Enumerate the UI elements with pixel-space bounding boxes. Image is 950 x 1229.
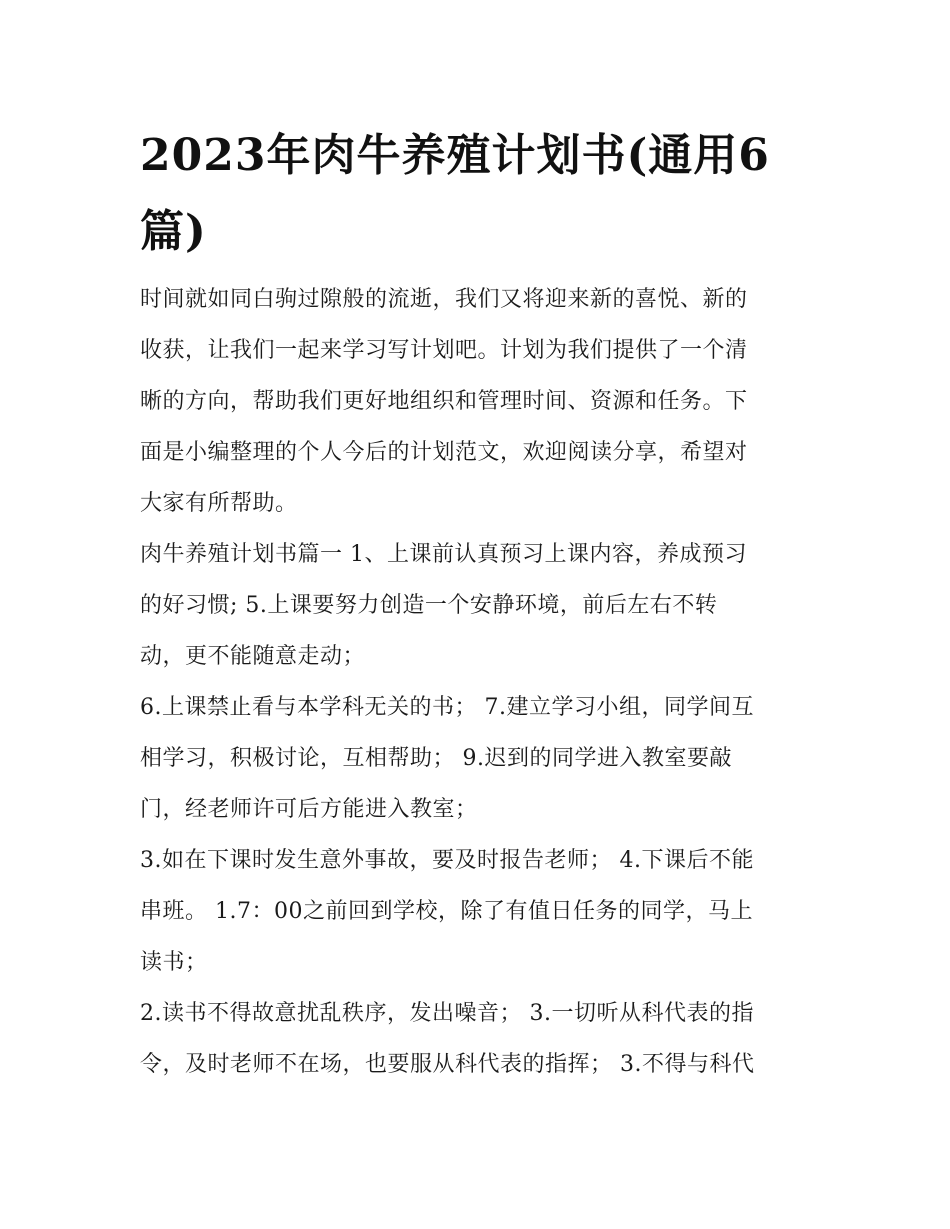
document-body bbox=[140, 274, 812, 1090]
paragraph-intro bbox=[140, 274, 812, 529]
text-line: 串班。 1.7：00之前回到学校，除了有值日任务的同学，马上 bbox=[140, 899, 753, 924]
paragraph-rules-b bbox=[140, 835, 812, 988]
text-line: 令，及时老师不在场，也要服从科代表的指挥； 3.不得与科代 bbox=[140, 1052, 755, 1077]
text-line: 收获，让我们一起来学习写计划吧。计划为我们提供了一个清 bbox=[140, 338, 748, 363]
text-line: 肉牛养殖计划书篇一 1、上课前认真预习上课内容，养成预习 bbox=[140, 542, 747, 567]
paragraph-rules-a bbox=[140, 682, 812, 835]
text-line: 读书； bbox=[140, 950, 208, 975]
text-line: 3.如在下课时发生意外事故，要及时报告老师； 4.下课后不能 bbox=[140, 848, 754, 873]
text-line: 门，经老师许可后方能进入教室； bbox=[140, 797, 478, 822]
text-line: 的好习惯; 5.上课要努力创造一个安静环境，前后左右不转 bbox=[140, 593, 718, 618]
text-line: 相学习，积极讨论，互相帮助； 9.迟到的同学进入教室要敲 bbox=[140, 746, 732, 771]
text-line: 6.上课禁止看与本学科无关的书； 7.建立学习小组，同学间互 bbox=[140, 695, 754, 720]
text-line: 面是小编整理的个人今后的计划范文，欢迎阅读分享，希望对 bbox=[140, 440, 748, 465]
text-line: 大家有所帮助。 bbox=[140, 491, 298, 516]
paragraph-rules-c bbox=[140, 988, 812, 1090]
text-line: 2.读书不得故意扰乱秩序，发出噪音； 3.一切听从科代表的指 bbox=[140, 1001, 754, 1026]
text-line: 晰的方向，帮助我们更好地组织和管理时间、资源和任务。下 bbox=[140, 389, 748, 414]
paragraph-plan-one bbox=[140, 529, 812, 682]
text-line: 动，更不能随意走动； bbox=[140, 644, 366, 669]
document-title: 2023年肉牛养殖计划书(通用6篇) bbox=[140, 130, 770, 257]
text-line: 时间就如同白驹过隙般的流逝，我们又将迎来新的喜悦、新的 bbox=[140, 287, 748, 312]
